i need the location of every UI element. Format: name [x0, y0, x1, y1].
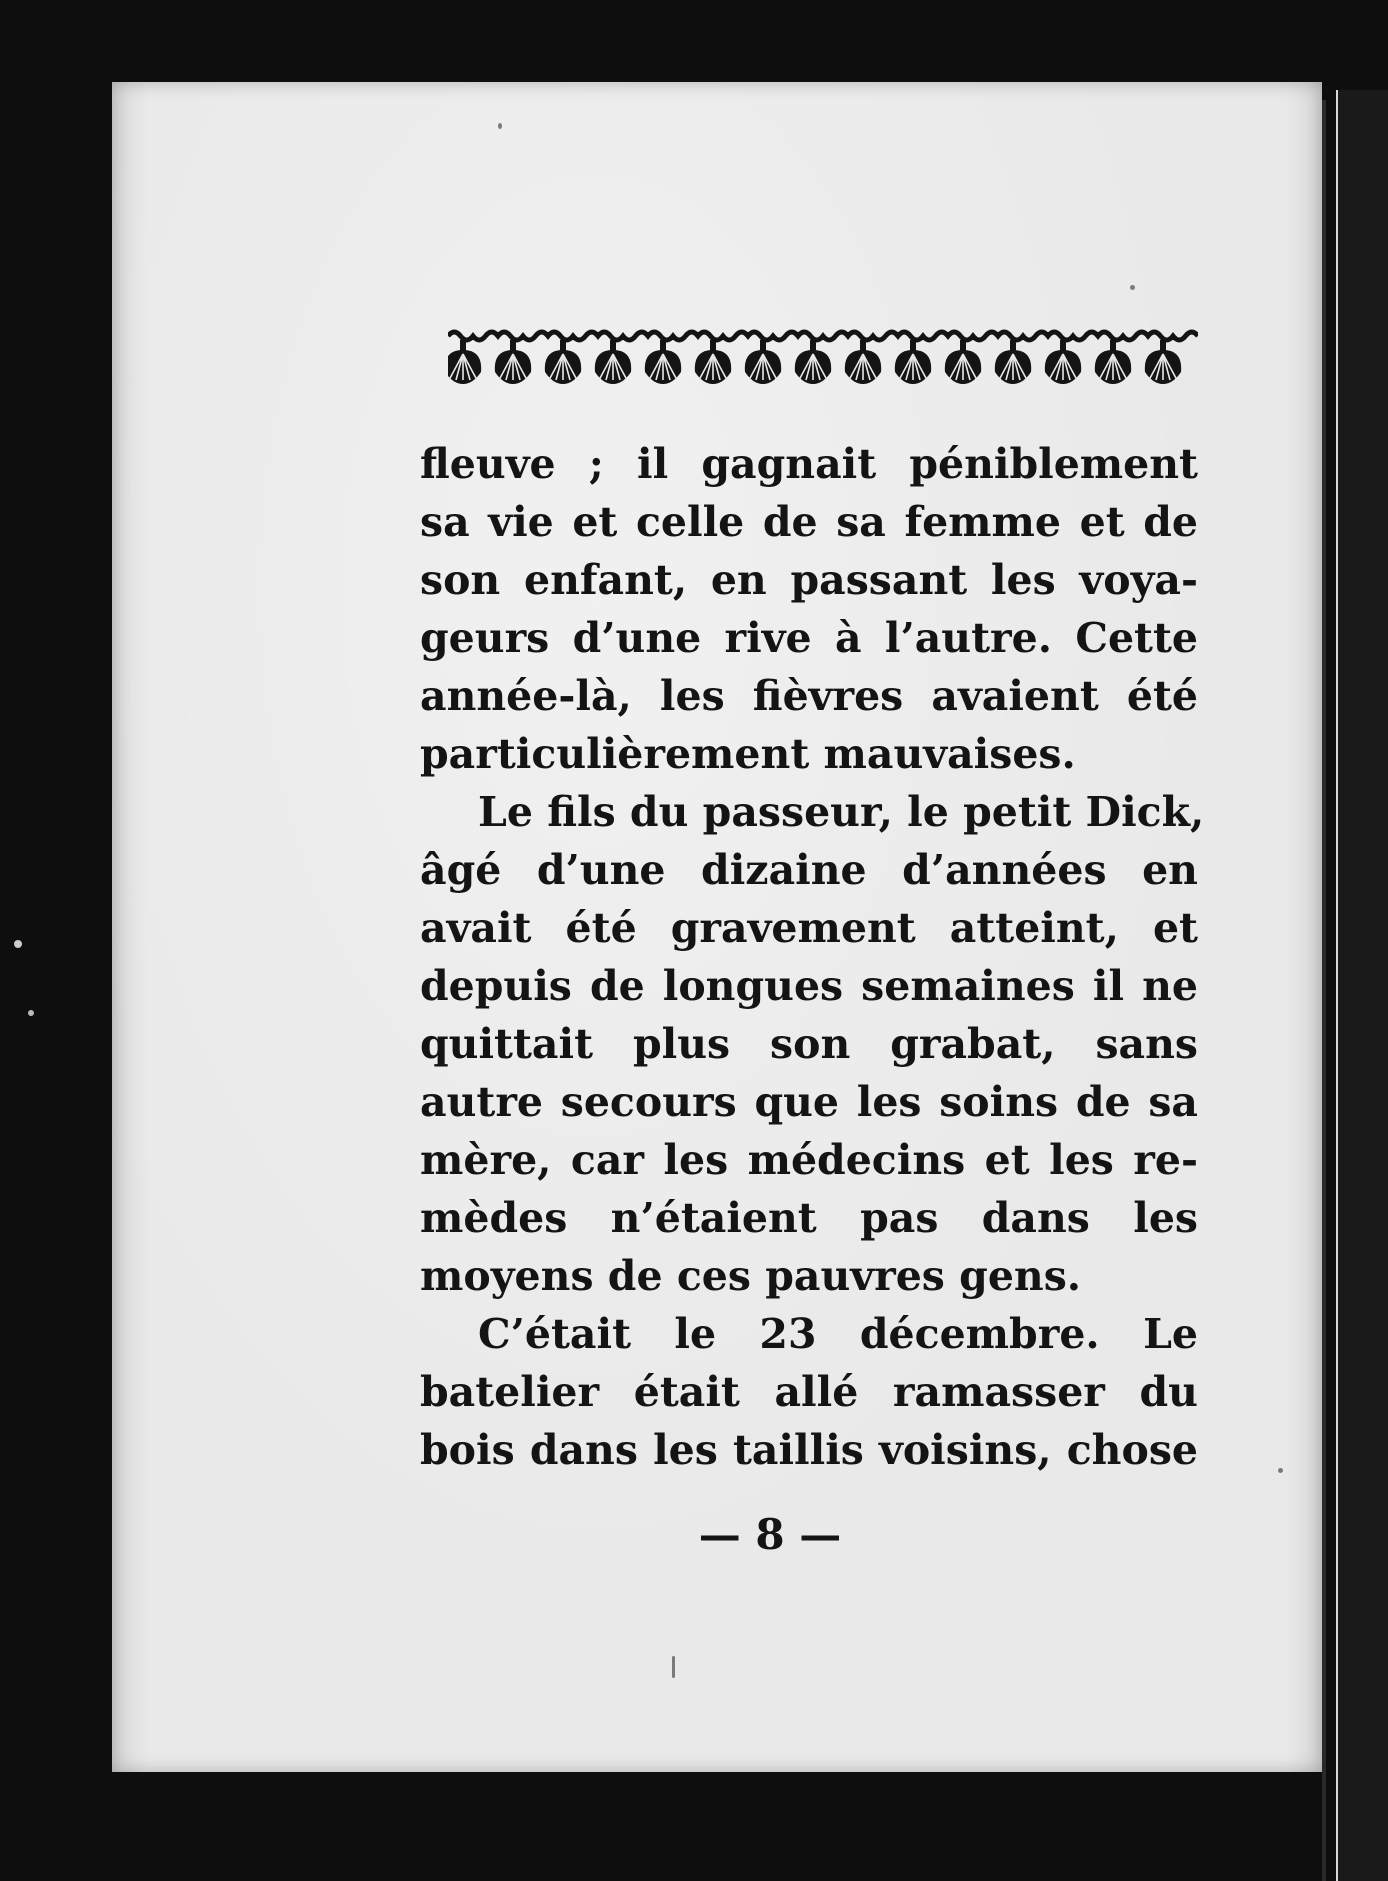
scallop-shell-icon	[645, 340, 681, 384]
text-line: sa vie et celle de sa femme et de	[420, 498, 1198, 546]
scallop-shell-icon	[845, 340, 881, 384]
adjacent-page-edge	[1336, 90, 1388, 1881]
text-line: C’était le 23 décembre. Le	[478, 1310, 1198, 1358]
text-line: Le fils du passeur, le petit Dick,	[478, 788, 1205, 836]
text-line: année-là, les fièvres avaient été	[420, 672, 1198, 720]
scan-speck	[28, 1010, 34, 1016]
scan-speck	[1130, 285, 1135, 290]
paragraph-1	[420, 435, 1198, 783]
text-line: âgé d’une dizaine d’années en	[420, 846, 1198, 894]
paragraph-2	[420, 783, 1205, 1305]
text-line: batelier était allé ramasser du	[420, 1368, 1198, 1416]
text-line: mère, car les médecins et les re-	[420, 1136, 1198, 1184]
text-line: bois dans les taillis voisins, chose	[420, 1426, 1198, 1474]
binding-rule	[1322, 100, 1326, 1881]
scallop-shell-icon	[1045, 340, 1081, 384]
text-line: son enfant, en passant les voya-	[420, 556, 1198, 604]
scallop-shell-icon	[448, 340, 481, 384]
scallop-shell-icon	[745, 340, 781, 384]
ornament-band-icon	[448, 322, 1198, 394]
text-line: moyens de ces pauvres gens.	[420, 1252, 1082, 1300]
scallop-shell-icon	[995, 340, 1031, 384]
ornament-vine	[448, 332, 1198, 340]
scallop-shell-icon	[545, 340, 581, 384]
scan-speck	[672, 1656, 675, 1678]
scan-speck	[1278, 1468, 1283, 1473]
text-line: fleuve ; il gagnait péniblement	[420, 440, 1198, 488]
paragraph-3	[420, 1305, 1198, 1479]
scallop-shell-icon	[795, 340, 831, 384]
scan-speck	[498, 123, 502, 129]
text-line: depuis de longues semaines il ne	[420, 962, 1198, 1010]
scallop-shell-icon	[1095, 340, 1131, 384]
text-line: mèdes n’étaient pas dans les	[420, 1194, 1198, 1242]
scallop-shell-icon	[945, 340, 981, 384]
scallop-shell-icon	[895, 340, 931, 384]
scallop-shell-icon	[695, 340, 731, 384]
scallop-shell-icon	[495, 340, 531, 384]
text-line: quittait plus son grabat, sans	[420, 1020, 1198, 1068]
page-text	[420, 435, 1205, 1479]
scallop-shell-icon	[1145, 340, 1181, 384]
scan-speck	[14, 940, 22, 948]
page-number: — 8 —	[698, 1510, 842, 1559]
scallop-shell-icon	[595, 340, 631, 384]
scallop-shell-ornament-icon	[448, 322, 1198, 394]
text-line: avait été gravement atteint, et	[420, 904, 1198, 952]
text-line: autre secours que les soins de sa	[420, 1078, 1198, 1126]
text-line: particulièrement mauvaises.	[420, 730, 1076, 778]
text-line: geurs d’une rive à l’autre. Cette	[420, 614, 1198, 662]
